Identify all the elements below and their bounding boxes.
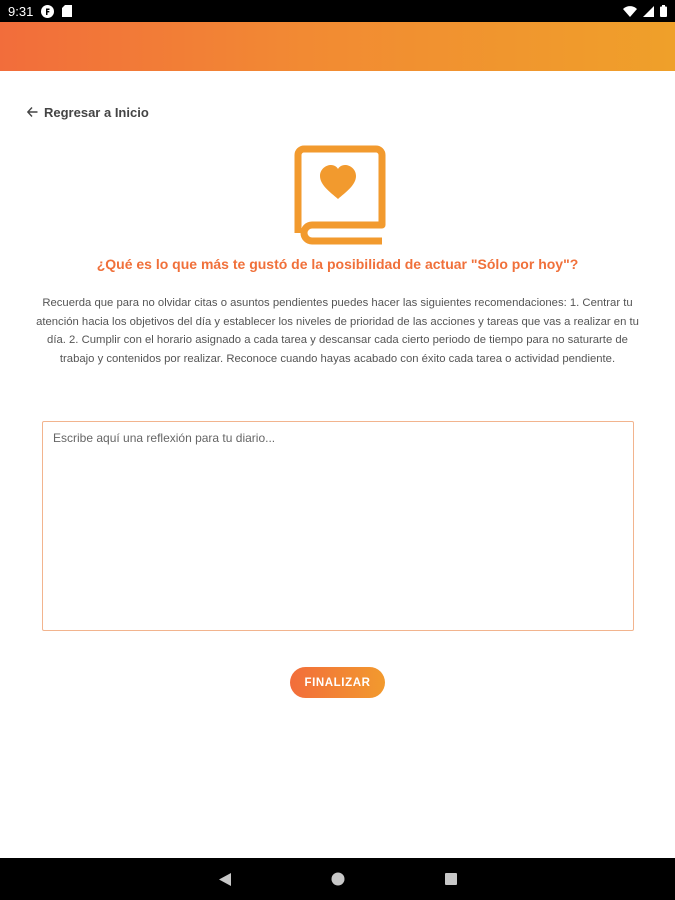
system-nav-bar: [0, 858, 675, 900]
signal-icon: [643, 6, 654, 17]
recents-square-icon[interactable]: [436, 858, 466, 900]
book-heart-icon: [290, 145, 386, 245]
recommendations-text: Recuerda que para no olvidar citas o asuntos pendientes puedes hacer las siguientes recomendaciones: 1. Centrar tu atención hacia los objetivos del día y establecer los niveles de prioridad de las acciones y tareas que vas a realizar en tu día. 2. Cumplir con el horario asignado a cada tarea y descansar cada cierto periodo de tiempo para no saturarte de trabajo y contenidos por realizar. Reconoce cuando hayas acabado con éxito cada tarea o actividad pendiente.: [36, 297, 639, 365]
wifi-icon: [623, 6, 637, 17]
status-left: [8, 4, 72, 19]
home-circle-icon[interactable]: [323, 858, 353, 900]
status-bar: [0, 0, 675, 22]
notification-f-icon: [41, 5, 54, 18]
back-triangle-icon[interactable]: [210, 858, 240, 900]
question-heading: ¿Qué es lo que más te gustó de la posibilidad de actuar "Sólo por hoy"?: [96, 256, 579, 272]
arrow-left-icon: [27, 106, 38, 119]
sd-card-icon: [62, 5, 72, 17]
finish-button[interactable]: FINALIZAR: [290, 667, 385, 698]
back-link-label: Regresar a Inicio: [44, 104, 149, 120]
status-right: [623, 5, 667, 17]
journal-reflection-input[interactable]: [42, 421, 634, 631]
battery-icon: [660, 5, 667, 17]
status-time: 9:31: [8, 3, 34, 19]
app-bar: [0, 22, 675, 71]
back-to-home-link[interactable]: [27, 102, 149, 122]
